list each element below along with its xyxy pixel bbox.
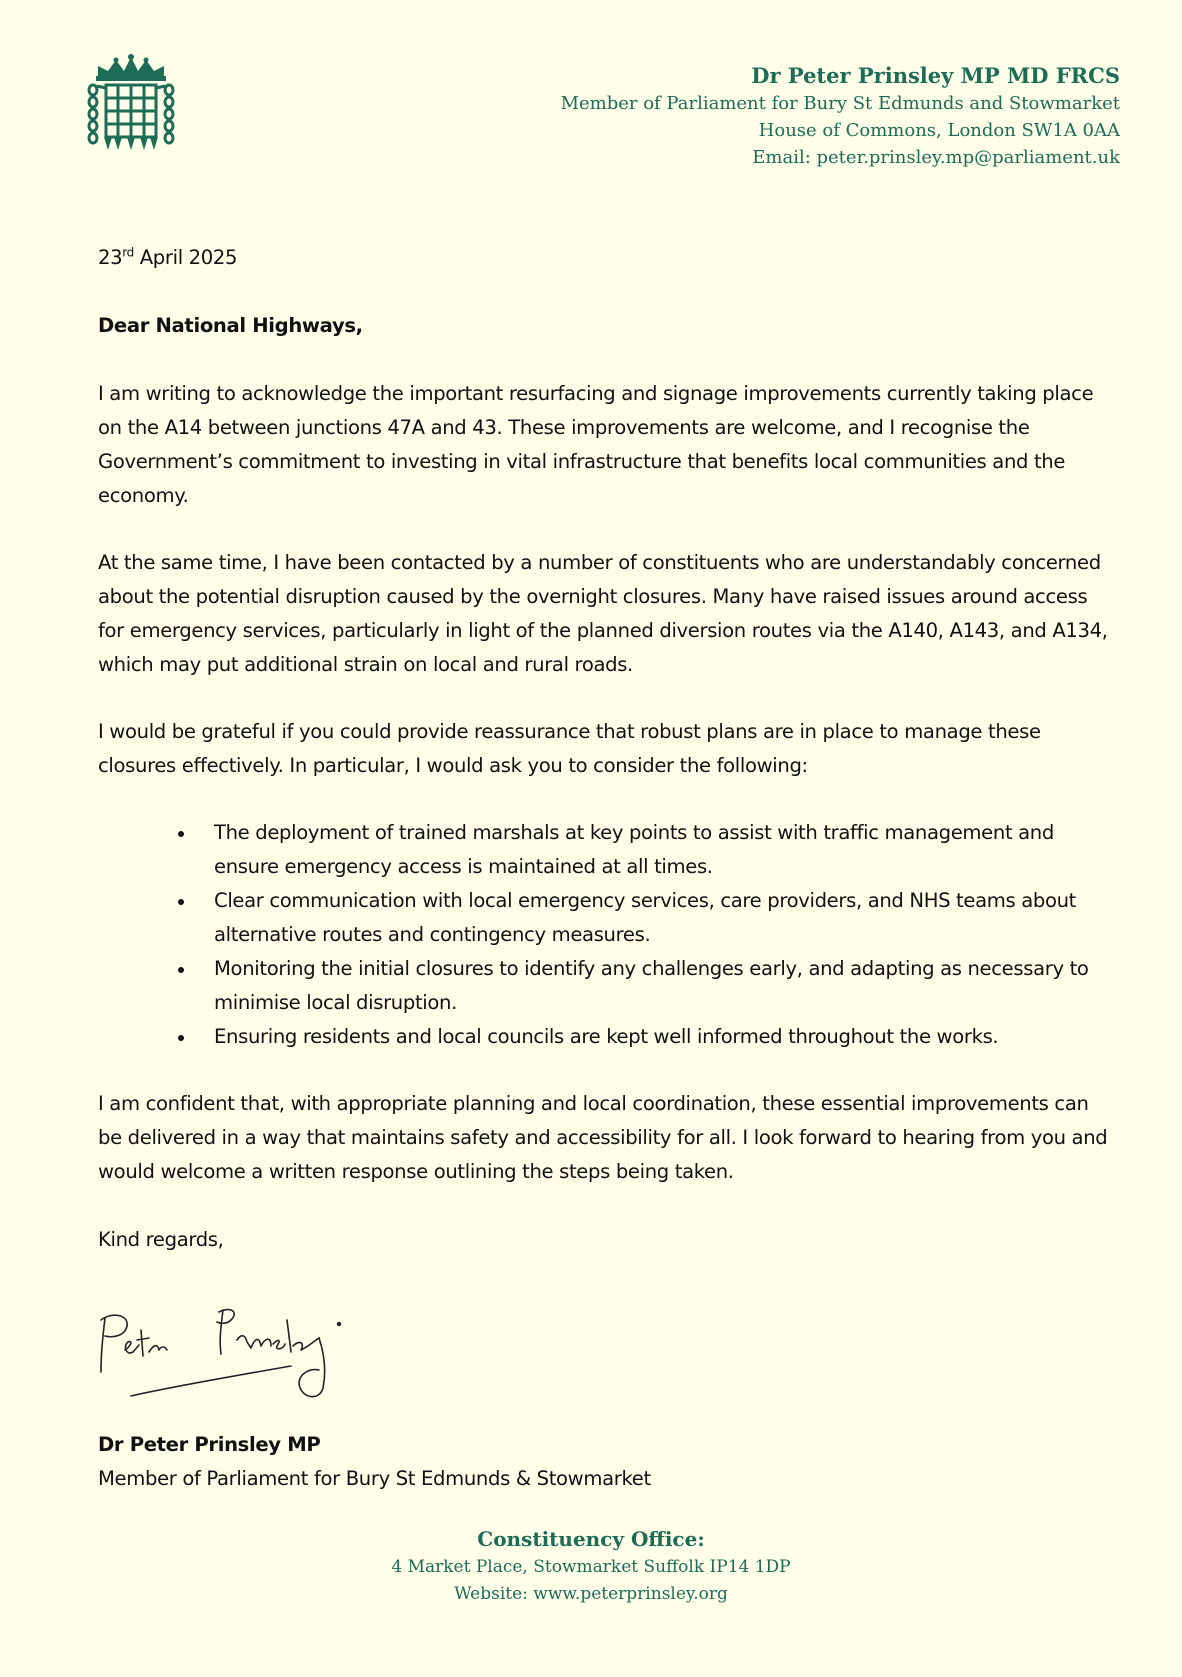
handwritten-signature xyxy=(95,1290,375,1405)
request-list xyxy=(98,816,1108,1054)
mp-name-heading: Dr Peter Prinsley MP MD FRCS xyxy=(751,63,1120,88)
paragraph-intro: I am writing to acknowledge the important resurfacing and signage improvements currently taking place on the A14 between junctions 47A and 43. These improvements are welcome, and I recognise the Government’s commitment to investing in vital infrastructure that benefits local communities and the economy. xyxy=(98,382,1094,507)
paragraph-conclusion: I am confident that, with appropriate planning and local coordination, these essential improvements can be delivered in a way that maintains safety and accessibility for all. I look forward to hearing from you and would welcome a written response outlining the steps being taken. xyxy=(98,1092,1108,1183)
paragraph-request: I would be grateful if you could provide reassurance that robust plans are in place to manage these closures effectively. In particular, I would ask you to consider the following: xyxy=(98,720,1041,777)
email-line: Email: peter.prinsley.mp@parliament.uk xyxy=(752,147,1120,168)
footer-address: 4 Market Place, Stowmarket Suffolk IP14 1DP xyxy=(391,1557,791,1577)
letterhead xyxy=(561,62,1120,171)
address-line: House of Commons, London SW1A 0AA xyxy=(758,120,1120,141)
date-day: 23 xyxy=(98,246,123,269)
constituency-office-footer xyxy=(0,1524,1182,1608)
closing: Kind regards, xyxy=(98,1228,224,1251)
list-item-text: Monitoring the initial closures to identify any challenges early, and adapting as necessary to minimise local disruption. xyxy=(214,957,1089,1014)
portcullis-crest-icon xyxy=(86,54,176,154)
constituency-line: Member of Parliament for Bury St Edmunds and Stowmarket xyxy=(560,93,1120,114)
date-rest: April 2025 xyxy=(133,246,238,269)
bullet-icon xyxy=(178,967,184,973)
list-item xyxy=(98,1020,1108,1054)
salutation: Dear National Highways, xyxy=(98,314,363,337)
list-item xyxy=(98,952,1108,1020)
date-suffix: rd xyxy=(122,245,134,260)
bullet-icon xyxy=(178,831,184,837)
list-item xyxy=(98,884,1108,952)
footer-website: Website: www.peterprinsley.org xyxy=(454,1584,728,1604)
bullet-icon xyxy=(178,899,184,905)
list-item xyxy=(98,816,1108,884)
list-item-text: Clear communication with local emergency services, care providers, and NHS teams about alternative routes and contingency measures. xyxy=(214,889,1077,946)
signatory-role: Member of Parliament for Bury St Edmunds & Stowmarket xyxy=(98,1467,651,1490)
letter-date xyxy=(98,241,237,275)
list-item-text: The deployment of trained marshals at key points to assist with traffic management and ensure emergency access is maintained at all times. xyxy=(214,821,1054,878)
list-item-text: Ensuring residents and local councils are kept well informed throughout the works. xyxy=(214,1025,999,1048)
signatory-name: Dr Peter Prinsley MP xyxy=(98,1433,321,1456)
bullet-icon xyxy=(178,1035,184,1041)
paragraph-concerns: At the same time, I have been contacted by a number of constituents who are understandably concerned about the potential disruption caused by the overnight closures. Many have raised issues around access for emergency services, particularly in light of the planned diversion routes via the A140, A143, and A134, which may put additional strain on local and rural roads. xyxy=(98,551,1108,676)
footer-title: Constituency Office: xyxy=(477,1527,705,1551)
